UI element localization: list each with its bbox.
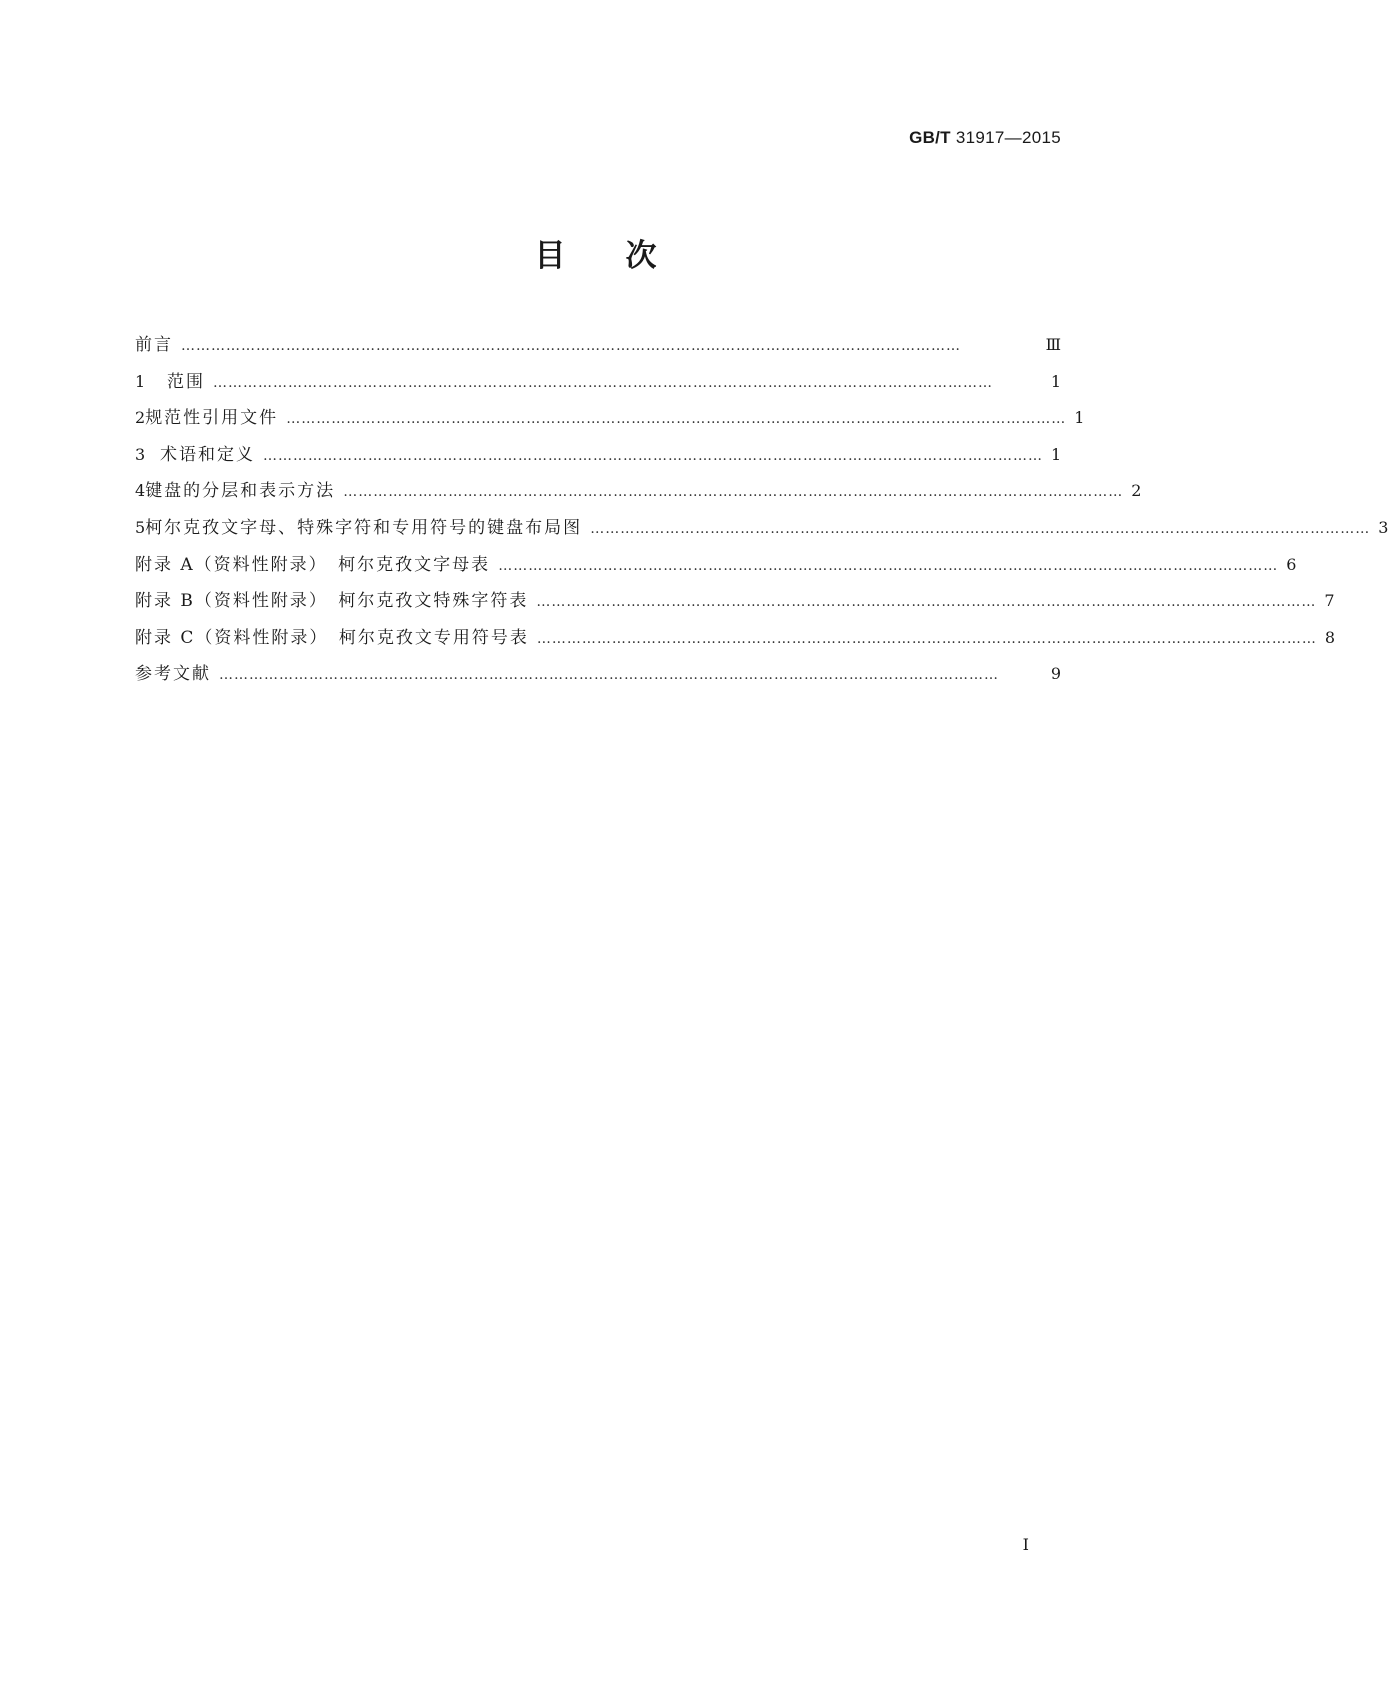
dot-leader: ………………………………………………………………………………………………………………………………………… (286, 411, 1067, 428)
toc-number: 1 (135, 371, 146, 391)
toc-label: 范围 (167, 371, 205, 392)
toc-page: 1 (1051, 444, 1062, 464)
toc-item-terms[interactable] (135, 440, 1061, 477)
toc-item-annex-c[interactable] (135, 623, 1336, 660)
toc-page: 1 (1050, 371, 1061, 391)
toc-page: 7 (1324, 591, 1335, 611)
toc-item-keyboard-layers[interactable] (135, 476, 1142, 513)
toc-page: 6 (1286, 554, 1297, 574)
toc-label: 规范性引用文件 (145, 408, 279, 429)
toc-item-annex-b[interactable] (135, 586, 1335, 623)
toc-page: 8 (1324, 627, 1336, 647)
dot-leader: ………………………………………………………………………………………………………………………………………… (219, 667, 999, 684)
dot-leader: ………………………………………………………………………………………………………………………………………… (536, 594, 1317, 611)
toc-page: 9 (1050, 664, 1061, 684)
toc-number: 3 (135, 444, 146, 464)
toc-label: 前言 (135, 335, 173, 355)
toc-page: 2 (1131, 481, 1142, 501)
toc-item-annex-a[interactable] (135, 550, 1297, 587)
dot-leader: ………………………………………………………………………………………………………………………………………… (181, 338, 961, 354)
toc-page: 3 (1378, 517, 1388, 537)
toc-label: 附录 A（资料性附录） 柯尔克孜文字母表 (135, 554, 491, 575)
toc-label: 柯尔克孜文字母、特殊字符和专用符号的键盘布局图 (145, 517, 583, 538)
toc-label: 参考文献 (135, 664, 211, 685)
toc-label: 术语和定义 (160, 444, 255, 465)
dot-leader: ………………………………………………………………………………………………………………………………………… (498, 557, 1279, 574)
toc-item-scope[interactable] (135, 367, 1061, 404)
toc-item-preface[interactable] (135, 330, 1061, 367)
standard-code (909, 128, 1061, 148)
toc-item-keyboard-layout[interactable] (135, 513, 1388, 550)
page-title: 目次 (534, 238, 717, 274)
toc-number: 5 (135, 517, 146, 537)
dot-leader: ………………………………………………………………………………………………………………………………………… (590, 520, 1371, 537)
toc-number: 4 (135, 481, 146, 501)
table-of-contents (135, 330, 1388, 696)
dot-leader: ………………………………………………………………………………………………………………………………………… (536, 630, 1317, 647)
toc-label: 键盘的分层和表示方法 (145, 481, 336, 502)
toc-item-normative-references[interactable] (135, 403, 1085, 440)
toc-number: 2 (135, 408, 146, 428)
standard-prefix: GB/T (909, 128, 951, 147)
toc-label: 附录 C（资料性附录） 柯尔克孜文专用符号表 (135, 627, 529, 648)
standard-number: 31917—2015 (955, 128, 1061, 147)
toc-page: Ⅲ (1045, 335, 1061, 354)
dot-leader: ………………………………………………………………………………………………………………………………………… (263, 447, 1043, 464)
page-number: Ⅰ (1022, 1535, 1029, 1554)
toc-page: 1 (1074, 408, 1085, 428)
toc-item-bibliography[interactable] (135, 659, 1061, 696)
toc-label: 附录 B（资料性附录） 柯尔克孜文特殊字符表 (135, 591, 529, 612)
dot-leader: ………………………………………………………………………………………………………………………………………… (213, 374, 993, 391)
dot-leader: ………………………………………………………………………………………………………………………………………… (343, 484, 1124, 501)
